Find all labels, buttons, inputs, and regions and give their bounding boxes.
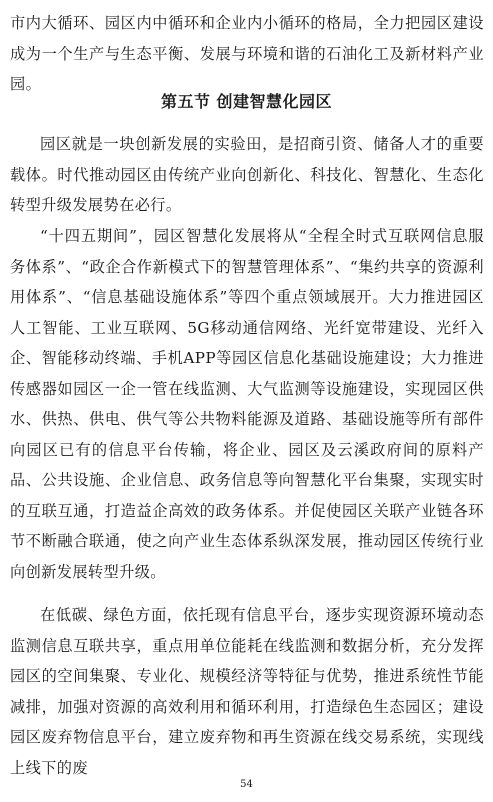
continued-paragraph: 市内大循环、园区内中循环和企业内小循环的格局，全力把园区建设成为一个生产与生态平衡、发展与环境和谐的石油化工及新材料产业园。	[10, 14, 484, 93]
paragraph-low-carbon-green: 在低碳、绿色方面，依托现有信息平台，逐步实现资源环境动态监测信息互联共享，重点用单位能耗在线监测和数据分析，充分发挥园区的空间集聚、专业化、规模经济等特征与优势，推进系统性节能减排，加强对资源的高效利用和循环利用，打造绿色生态园区；建设园区废弃物信息平台，建立废弃物和再生资源在线交易系统，实现线上线下的废	[10, 606, 484, 777]
paragraph-smart-development: “十四五期间”，园区智慧化发展将从“全程全时式互联网信息服务体系”、“政企合作新模式下的智慧管理体系”、“集约共享的资源利用体系”、“信息基础设施体系”等四个重点领域展开。大力推进园区人工智能、工业互联网、5G移动通信网络、光纤宽带建设、光纤入企、智能移动终端、手机APP等园区信息化基础设施建设；大力推进传感器如园区一企一管在线监测、大气监测等设施建设，实现园区供水、供热、供电、供气等公共物料能源及道路、基础设施等所有部件向园区已有的信息平台传输，将企业、园区及云溪政府间的原料产品、公共设施、企业信息、政务信息等向智慧化平台集聚，实现实时的互联互通，打造益企高效的政务体系。并促使园区关联产业链各环节不断融合联通，使之向产业生态体系纵深发展，推动园区传统行业向创新发展转型升级。	[10, 227, 484, 581]
section-heading: 第五节 创建智慧化园区	[160, 92, 333, 111]
paragraph-park-innovation: 园区就是一块创新发展的实验田，是招商引资、储备人才的重要载体。时代推动园区由传统产业向创新化、科技化、智慧化、生态化转型升级发展势在必行。	[10, 135, 484, 214]
page-number: 54	[240, 779, 253, 790]
